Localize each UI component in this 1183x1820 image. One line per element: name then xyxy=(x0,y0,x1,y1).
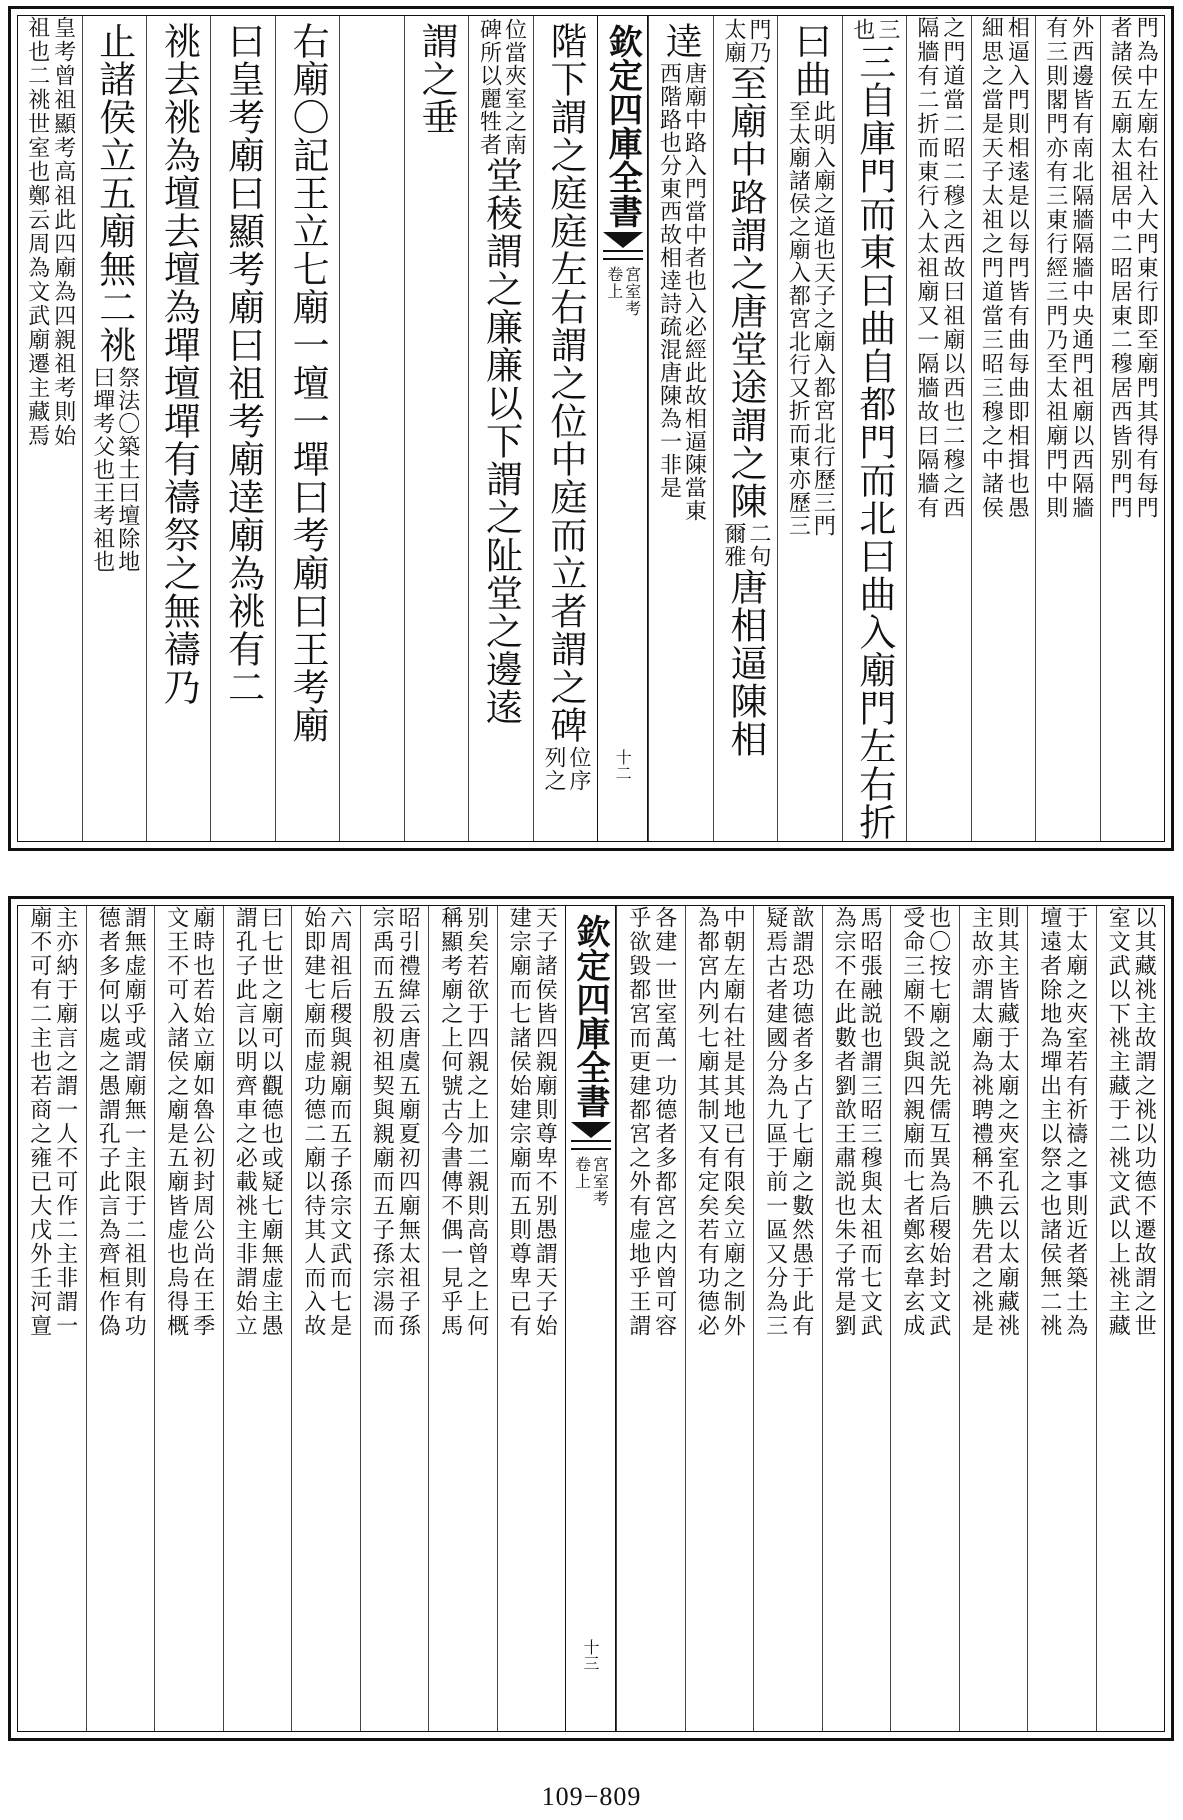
annotation-line: 此明入廟之道也天子之廟入都宮北行歷三門 xyxy=(810,100,836,537)
annotation-line: 也 xyxy=(849,18,875,41)
text-column xyxy=(959,906,1028,1731)
text-column xyxy=(685,906,754,1731)
annotation-line: 謂無虚廟乎或謂廟無一主限于二祖則有功 xyxy=(121,906,147,1338)
section-title: 宮室考 xyxy=(622,266,642,317)
fishtail-mark xyxy=(603,232,643,248)
main-text: 堂稜謂之廉廉以下謂之阯堂之邊逺 xyxy=(479,156,523,726)
text-column xyxy=(1027,906,1096,1731)
main-text: 逹 xyxy=(659,22,703,60)
text-column xyxy=(146,16,210,841)
annotation-line: 門為中左廟右社入大門東行即至廟門其得有每門 xyxy=(1133,16,1159,520)
text-column xyxy=(223,906,292,1731)
annotation-line: 六周祖后稷與親廟而五子孫宗文武而七是 xyxy=(326,906,352,1338)
annotation-line: 隔牆有二折而東行入太祖廟又一隔牆故曰隔牆有 xyxy=(913,16,939,520)
annotation-line: 者諸侯五廟太祖居中二昭居東二穆居西皆别門門 xyxy=(1107,16,1133,520)
annotation-line: 為宗不在此數者劉歆王肅説也朱子常是劉 xyxy=(831,906,857,1338)
annotation-pair xyxy=(907,16,970,841)
main-text-block xyxy=(91,16,138,841)
annotation-line: 德者多何以處之愚謂孔子此言為齊桓作偽 xyxy=(95,906,121,1338)
annotation-line: 宗禹而五殷初祖契與親廟而五子孫宗湯而 xyxy=(369,906,395,1338)
fishtail-line xyxy=(571,1140,611,1150)
text-column xyxy=(18,906,86,1731)
annotation-line: 廟時也若始立廟如魯公初封周公尚在王季 xyxy=(189,906,215,1338)
annotation-line: 受命三廟不毀與四親廟而七者鄭玄韋玄成 xyxy=(899,906,925,1338)
annotation-line: 昭引禮緯云唐虞五廟夏初四廟無太祖子孫 xyxy=(395,906,421,1338)
text-column xyxy=(210,16,274,841)
annotation-line: 細思之當是天子太祖之門道當三昭三穆之中諸侯 xyxy=(978,16,1004,520)
text-column xyxy=(1100,16,1164,841)
annotation-pair xyxy=(1097,906,1165,1731)
main-text-block xyxy=(478,16,525,841)
annotation-line: 二句 xyxy=(745,522,771,568)
text-column xyxy=(291,906,360,1731)
bottom-page xyxy=(8,896,1174,1741)
annotation-line: 稱顯考廟之上何號古今書傳不偶一見乎馬 xyxy=(437,906,463,1338)
annotation-pair xyxy=(960,906,1028,1731)
folio-number: 十二 xyxy=(613,749,633,781)
annotation-line: 中朝左廟右社是其地已有限矣立廟之制外 xyxy=(720,906,746,1338)
main-text: 階下謂之庭庭左右謂之位中庭而立者謂之碑 xyxy=(544,22,588,744)
text-column xyxy=(616,906,685,1731)
annotation-line: 位當夾室之南 xyxy=(501,18,527,156)
annotation-pair xyxy=(617,906,685,1731)
annotation-line: 位序 xyxy=(566,746,592,792)
top-page xyxy=(8,6,1174,851)
main-text-block xyxy=(785,16,836,841)
main-text: 廟中路謂之唐堂途謂之陳 xyxy=(723,102,767,520)
annotation-pair xyxy=(478,18,525,156)
main-text: 三自庫門而東曰曲自都門而北曰曲入廟門左右折 xyxy=(852,43,896,841)
main-text-block xyxy=(541,16,592,841)
annotation-line: 壇遠者除地為墠出主以祭之也諸侯無二祧 xyxy=(1036,906,1062,1338)
main-text: 曰皇考廟曰顯考廟曰祖考廟逹廟為祧有二 xyxy=(221,22,265,706)
main-text-block xyxy=(157,16,201,841)
annotation-line: 相逼入門則相逺是以每門皆有曲每曲即相揖也愚 xyxy=(1004,16,1030,520)
annotation-pair xyxy=(91,366,138,573)
annotation-line: 祭法〇築土曰壇除地 xyxy=(114,366,140,573)
main-text: 唐相逼陳相 xyxy=(723,568,767,758)
text-column xyxy=(154,906,223,1731)
annotation-pair xyxy=(851,18,898,41)
blank-column xyxy=(339,16,403,841)
annotation-pair xyxy=(292,906,360,1731)
main-text-block xyxy=(851,16,898,841)
text-column xyxy=(890,906,959,1731)
annotation-line: 建宗廟而七諸侯始建宗廟而五則尊卑已有 xyxy=(506,906,532,1338)
text-column xyxy=(82,16,146,841)
annotation-line: 廟不可有二主也若商之雍已大戊外壬河亶 xyxy=(26,906,52,1338)
text-column xyxy=(468,16,532,841)
text-column xyxy=(713,16,777,841)
main-text-block xyxy=(722,16,769,841)
annotation-line: 祖也二祧世室也鄭云周為文武廟遷主藏焉 xyxy=(24,16,50,448)
center-fold xyxy=(565,906,616,1731)
annotation-line: 以其藏祧主故謂之祧以功德不遷故謂之世 xyxy=(1131,906,1157,1338)
main-text-block xyxy=(286,16,330,841)
main-text: 至 xyxy=(723,64,767,102)
top-page-columns xyxy=(17,15,1165,842)
annotation-line: 為都宮内列七廟其制又有定矣若有功德必 xyxy=(694,906,720,1338)
annotation-pair xyxy=(1028,906,1096,1731)
annotation-line: 曰七世之廟可以觀德也或疑七廟無虚主愚 xyxy=(258,906,284,1338)
annotation-line: 各建一世室萬一功德者多都宮之内曾可容 xyxy=(651,906,677,1338)
annotation-line: 有三則閣門亦有三東行經三門乃至太祖廟門中則 xyxy=(1042,16,1068,520)
text-column xyxy=(18,16,81,841)
annotation-line: 曰墠考父也王考祖也 xyxy=(89,366,115,573)
annotation-pair xyxy=(823,906,891,1731)
text-column xyxy=(533,16,597,841)
annotation-pair xyxy=(498,906,566,1731)
text-column xyxy=(971,16,1035,841)
annotation-pair xyxy=(429,906,497,1731)
fold-section xyxy=(574,1156,608,1207)
book-title: 欽定四庫全書 xyxy=(602,24,643,228)
text-column xyxy=(404,16,468,841)
annotation-line: 天子諸侯皆四親廟則尊卑不别愚謂天子始 xyxy=(532,906,558,1338)
text-column xyxy=(822,906,891,1731)
annotation-line: 至太廟諸侯之廟入都宮北行又折而東亦歷三 xyxy=(785,100,811,537)
annotation-pair xyxy=(1101,16,1164,841)
text-column xyxy=(428,906,497,1731)
annotation-line: 爾雅 xyxy=(720,522,746,568)
main-text-block xyxy=(656,16,707,841)
text-column xyxy=(842,16,906,841)
annotation-line: 外西邊皆有南北隔牆隔牆中央通門祖廟以西隔牆 xyxy=(1068,16,1094,520)
main-text-block xyxy=(415,16,459,841)
text-column xyxy=(360,906,429,1731)
annotation-line: 始即建七廟而虚功德二廟以待其人而入故 xyxy=(300,906,326,1338)
annotation-line: 乎欲毀都宮而更建都宮之外有虚地乎王謂 xyxy=(625,906,651,1338)
center-fold xyxy=(597,16,648,841)
main-text: 止諸侯立五廟無二祧 xyxy=(92,22,136,364)
annotation-line: 主故亦謂太廟為祧聘禮稱不腆先君之祧是 xyxy=(968,906,994,1338)
annotation-line: 則其主皆藏于太廟之夾室孔云以太廟藏祧 xyxy=(994,906,1020,1338)
main-text: 謂之垂 xyxy=(415,22,459,136)
annotation-line: 歆謂恐功德者多占了七廟之數然愚于此有 xyxy=(788,906,814,1338)
annotation-line: 皇考曾祖顯考高祖此四廟為四親祖考則始 xyxy=(50,16,76,448)
annotation-line: 西階路也分東西故相逹詩疏混唐陳為一非是 xyxy=(656,62,682,499)
annotation-pair xyxy=(891,906,959,1731)
text-column xyxy=(777,16,841,841)
text-column xyxy=(275,16,339,841)
text-column xyxy=(497,906,566,1731)
text-column xyxy=(1096,906,1165,1731)
annotation-line: 太廟 xyxy=(720,18,746,64)
annotation-line: 謂孔子此言以明齊車之必載祧主非謂始立 xyxy=(232,906,258,1338)
annotation-line: 也〇按七廟之説先儒互異為后稷始封文武 xyxy=(925,906,951,1338)
page-number: 109−809 xyxy=(541,1782,642,1811)
annotation-pair xyxy=(1036,16,1099,841)
main-text-block xyxy=(221,16,265,841)
main-text: 祧去祧為壇去壇為墠壇墠有禱祭之無禱乃 xyxy=(157,22,201,706)
annotation-line: 馬昭張融説也謂三昭三穆與太祖而七文武 xyxy=(857,906,883,1338)
annotation-line: 别矣若欲于四親之上加二親則高曾之上何 xyxy=(463,906,489,1338)
annotation-pair xyxy=(87,906,155,1731)
main-text: 曰曲 xyxy=(788,22,832,98)
annotation-line: 之門道當二昭二穆之西故曰祖廟以西也二穆之西 xyxy=(939,16,965,520)
annotation-pair xyxy=(656,62,707,522)
annotation-pair xyxy=(18,16,81,841)
annotation-line: 主亦納于廟言之謂一人不可作二主非謂一 xyxy=(52,906,78,1338)
annotation-pair xyxy=(361,906,429,1731)
main-text: 右廟〇記王立七廟一壇一墠曰考廟曰王考廟 xyxy=(286,22,330,744)
fold-section xyxy=(606,266,640,317)
annotation-line: 碑所以麗牲者 xyxy=(476,18,502,156)
annotation-line: 唐廟中路入門當中者也入必經此故相逼陳當東 xyxy=(681,62,707,522)
text-column xyxy=(1035,16,1099,841)
annotation-pair xyxy=(541,746,592,792)
text-column xyxy=(648,16,712,841)
annotation-pair xyxy=(155,906,223,1731)
text-column xyxy=(906,16,970,841)
text-column xyxy=(86,906,155,1731)
annotation-line: 于太廟之夾室若有祈禱之事則近者築土為 xyxy=(1062,906,1088,1338)
annotation-pair xyxy=(224,906,292,1731)
annotation-pair xyxy=(785,100,836,537)
section-title: 宮室考 xyxy=(590,1156,610,1207)
text-column xyxy=(753,906,822,1731)
annotation-pair xyxy=(722,18,769,64)
annotation-pair xyxy=(972,16,1035,841)
annotation-line: 列之 xyxy=(541,746,567,792)
fishtail-line xyxy=(603,250,643,260)
annotation-pair xyxy=(722,522,769,568)
annotation-pair xyxy=(754,906,822,1731)
annotation-pair xyxy=(18,906,86,1731)
annotation-line: 三 xyxy=(874,18,900,41)
annotation-line: 室文武以下祧主藏于二祧文武以上祧主藏 xyxy=(1105,906,1131,1338)
annotation-line: 文王不可入諸侯之廟是五廟皆虚也烏得概 xyxy=(163,906,189,1338)
annotation-pair xyxy=(686,906,754,1731)
bottom-page-columns xyxy=(17,905,1165,1732)
book-title: 欽定四庫全書 xyxy=(570,914,610,1118)
folio-number: 十三 xyxy=(581,1639,600,1671)
volume-label: 卷上 xyxy=(572,1156,592,1190)
annotation-line: 疑焉古者建國分為九區于前一區又分為三 xyxy=(762,906,788,1338)
annotation-line: 門乃 xyxy=(745,18,771,64)
fishtail-mark xyxy=(571,1122,611,1138)
volume-label: 卷上 xyxy=(604,266,624,300)
